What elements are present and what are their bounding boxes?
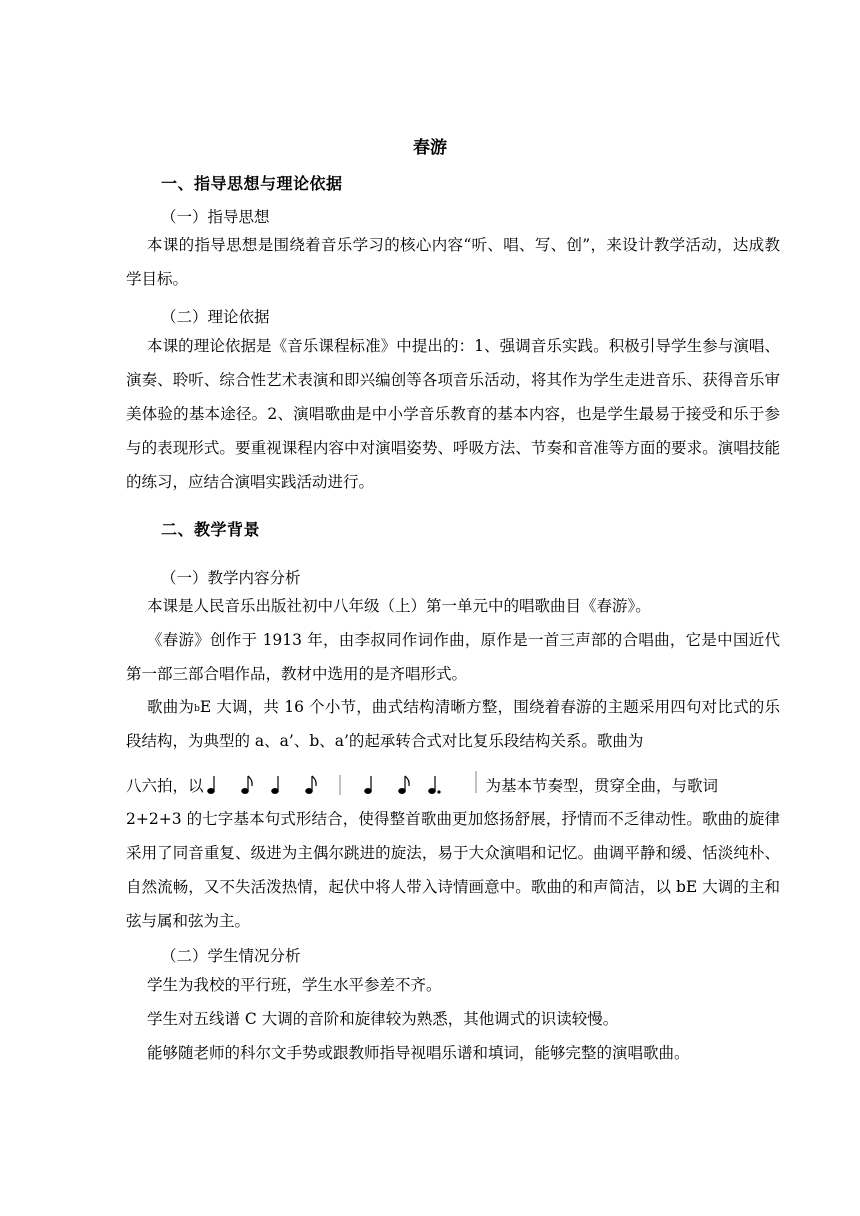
quarter-note-icon (364, 789, 370, 794)
section2-sub1: （一）教学内容分析 (161, 569, 301, 587)
dotted-quarter-note-icon (428, 789, 434, 794)
p3-post: E 大调，共 16 个小节，曲式结构清晰方整，围绕着春游的主题采用四句对比式的乐段结构，为典型的 a、a’、b、a’的起承转合式对比复乐段结构关系。歌曲为 (126, 698, 780, 750)
flat-sign: b (194, 704, 200, 714)
eighth-note-icon (305, 789, 311, 794)
quarter-note-icon (271, 789, 277, 794)
section1-sub2: （二）理论依据 (161, 308, 270, 326)
p3-pre: 歌曲为 (147, 698, 195, 716)
section1-heading: 一、指导思想与理论依据 (161, 174, 343, 193)
quarter-note-icon (207, 789, 213, 794)
student-paragraph-1: 学生为我校的平行班，学生水平参差不齐。 (147, 976, 442, 994)
eighth-note-icon (398, 789, 404, 794)
student-paragraph-3: 能够随老师的科尔文手势或跟教师指导视唱乐谱和填词，能够完整的演唱歌曲。 (147, 1044, 690, 1062)
section2-sub2: （二）学生情况分析 (161, 947, 301, 965)
content-paragraph-2: 《春游》创作于 1913 年，由李叔同作词作曲，原作是一首三声部的合唱曲，它是中国近代第一部三部合唱作品，教材中选用的是齐唱形式。 (126, 631, 780, 683)
rhythm-after: 为基本节奏型，贯穿全曲，与歌词 (485, 777, 719, 795)
rhythm-pattern-notation (204, 769, 486, 803)
section1-sub1: （一）指导思想 (161, 208, 270, 226)
section1-sub2-text: 本课的理论依据是《音乐课程标准》中提出的：1、强调音乐实践。积极引导学生参与演唱、演奏、聆听、综合性艺术表演和即兴编创等各项音乐活动，将其作为学生走进音乐、获得音乐审美体验的基本途径。2、演唱歌曲是中小学音乐教育的基本内容，也是学生最易于接受和乐于参与的表现形式。要重视课程内容中对演唱姿势、呼吸方法、节奏和音准等方面的要求。演唱技能的练习，应结合演唱实践活动进行。 (126, 337, 780, 491)
section2-heading: 二、教学背景 (161, 520, 261, 539)
student-paragraph-2: 学生对五线谱 C 大调的音阶和旋律较为熟悉，其他调式的识读较慢。 (147, 1010, 619, 1028)
section1-sub1-text: 本课的指导思想是围绕着音乐学习的核心内容“听、唱、写、创”，来设计教学活动，达成教学目标。 (126, 236, 780, 288)
doc-title: 春游 (413, 138, 447, 158)
eighth-note-icon (241, 789, 247, 794)
rhythm-line (126, 768, 786, 802)
content-paragraph-1: 本课是人民音乐出版社初中八年级（上）第一单元中的唱歌曲目《春游》。 (147, 597, 651, 615)
content-paragraph-3-continued: 2+2+3 的七字基本句式形结合，使得整首歌曲更加悠扬舒展，抒情而不乏律动性。歌曲的旋律采用了同音重复、级进为主偶尔跳进的旋法，易于大众演唱和记忆。曲调平静和缓、恬淡纯朴、自然流畅，又不失活泼热情，起伏中将人带入诗情画意中。歌曲的和声简洁，以 bE 大调的主和弦与属和弦为主。 (126, 810, 780, 930)
content-paragraph-3 (126, 690, 780, 758)
rhythm-before: 八六拍，以 (126, 777, 204, 795)
